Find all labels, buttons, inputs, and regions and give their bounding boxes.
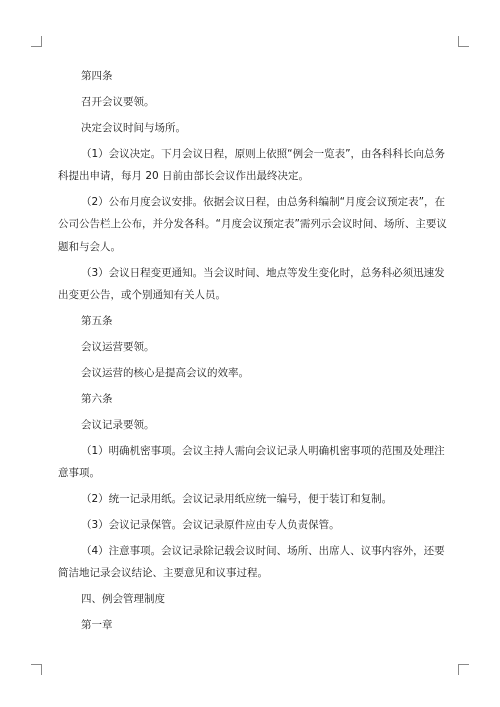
text-line: （2）公布月度会议安排。依据会议日程，由总务科编制“月度会议预定表”，在 [81, 196, 446, 208]
text-line: 召开会议要领。 [81, 96, 155, 108]
text-line: 公司公告栏上公布，并分发各科。“月度会议预定表”需列示会议时间、场所、主要议 [58, 218, 447, 230]
text-line: 会议记录要领。 [81, 419, 155, 431]
text-line: （3）会议日程变更通知。当会议时间、地点等发生变化时，总务科必须迅速发 [81, 267, 445, 279]
text-line: 第五条 [81, 315, 113, 327]
text-line: （4）注意事项。会议记录除记载会议时间、场所、出席人、议事内容外，还要 [81, 545, 445, 557]
crop-mark-bottom-right [458, 664, 469, 675]
text-line: 四、例会管理制度 [81, 593, 165, 605]
text-line: （2）统一记录用纸。会议记录用纸应统一编号，便于装订和复制。 [81, 493, 393, 505]
document-body [58, 70, 447, 632]
text-line: 第四条 [81, 70, 113, 82]
text-line: 决定会议时间与场所。 [81, 122, 186, 134]
text-line: 第六条 [81, 393, 113, 405]
text-line: 简洁地记录会议结论、主要意见和议事过程。 [58, 567, 268, 579]
crop-mark-top-right [458, 36, 469, 47]
text-line: 会议运营要领。 [81, 341, 155, 353]
text-line: （1）会议决定。下月会议日程，原则上依照“例会一览表”，由各科科长向总务 [81, 148, 446, 160]
text-line: 会议运营的核心是提高会议的效率。 [81, 367, 249, 379]
crop-mark-top-left [31, 36, 42, 47]
text-line: 题和与会人。 [58, 241, 121, 253]
text-line: 意事项。 [58, 467, 100, 479]
text-line: （3）会议记录保管。会议记录原件应由专人负责保管。 [81, 519, 340, 531]
text-line: 第一章 [81, 619, 113, 631]
text-line: （1）明确机密事项。会议主持人需向会议记录人明确机密事项的范围及处理注 [81, 445, 445, 457]
text-line: 科提出申请，每月 20 日前由部长会议作出最终决定。 [58, 170, 310, 182]
crop-mark-bottom-left [31, 664, 42, 675]
text-line: 出变更公告，或个别通知有关人员。 [58, 289, 226, 301]
